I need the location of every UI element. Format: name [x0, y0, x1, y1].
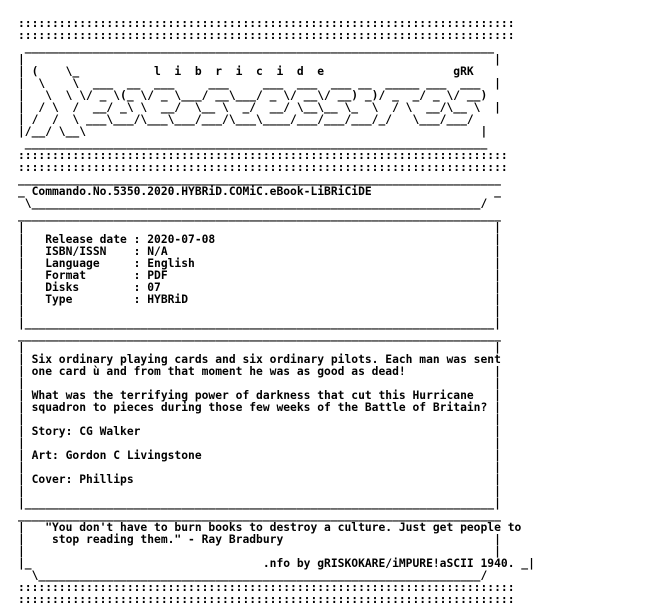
nfo-line: |_____________________________________________________________________|	[18, 317, 501, 330]
nfo-line: _______________________________________________________________________	[18, 173, 501, 186]
nfo-line: ::::::::::::::::::::::::::::::::::::::::::::::::::::::::::::::::::::::::	[18, 149, 508, 162]
nfo-line: | / / \ ___\___/\___\___/___/\___\____/___/___/___/_/ \___/___/	[18, 113, 488, 126]
nfo-line: :::::::::::::::::::::::::::::::::::::::::::::::::::::::::::::::::::::::::	[18, 581, 515, 594]
nfo-line: | ISBN/ISSN : N/A |	[18, 245, 501, 258]
nfo-line: | |	[18, 53, 501, 66]
nfo-line: | Six ordinary playing cards and six ordinary pilots. Each man was sent	[18, 353, 501, 366]
nfo-line: _______________________________________________________________________	[18, 509, 501, 522]
nfo-line: | Type : HYBRiD |	[18, 293, 501, 306]
nfo-line: | |	[18, 437, 501, 450]
nfo-line: | Cover: Phillips |	[18, 473, 501, 486]
nfo-line: :::::::::::::::::::::::::::::::::::::::::::::::::::::::::::::::::::::::::	[18, 593, 515, 606]
nfo-line: | |	[18, 413, 501, 426]
nfo-line: | "You don't have to burn books to destroy a culture. Just get people to	[18, 521, 522, 534]
nfo-line: | stop reading them." - Ray Bradbury |	[18, 533, 501, 546]
nfo-line: |_ .nfo by gRISKOKARE/iMPURE!aSCII 1940. _|	[18, 557, 535, 570]
nfo-text	[18, 18, 535, 606]
nfo-line: | |	[18, 485, 501, 498]
nfo-line: | \ \ ___ __ ___ ___ ___ ___ ___ __ _____ ___ ___ |	[18, 77, 501, 90]
nfo-line: ::::::::::::::::::::::::::::::::::::::::::::::::::::::::::::::::::::::::	[18, 161, 508, 174]
nfo-line: | |	[18, 461, 501, 474]
nfo-line: | one card ù and from that moment he was as good as dead! |	[18, 365, 501, 378]
nfo-line: | Release date : 2020-07-08 |	[18, 233, 501, 246]
nfo-line: | What was the terrifying power of darkness that cut this Hurricane |	[18, 389, 501, 402]
nfo-line: :::::::::::::::::::::::::::::::::::::::::::::::::::::::::::::::::::::::::	[18, 29, 515, 42]
nfo-line: |_____________________________________________________________________|	[18, 497, 501, 510]
nfo-line: _ Commando.No.5350.2020.HYBRiD.COMiC.eBook-LiBRiCiDE _	[18, 185, 501, 198]
nfo-line: \_________________________________________________________________/	[18, 569, 501, 582]
nfo-line: _______________________________________________________________________	[18, 209, 501, 222]
nfo-line: | Disks : 07 |	[18, 281, 501, 294]
nfo-line: | squadron to pieces during those few weeks of the Battle of Britain? |	[18, 401, 501, 414]
nfo-line: ____________________________________________________________________	[18, 137, 495, 150]
nfo-line: | |	[18, 377, 501, 390]
nfo-line: | / \ / __/ _\ \ __/ \__ \ _/ __/ \__\__ \_ \ / \ __/\__ \ |	[18, 101, 501, 114]
nfo-line: | |	[18, 545, 501, 558]
nfo-line: | |	[18, 341, 501, 354]
nfo-line: | Story: CG Walker |	[18, 425, 501, 438]
nfo-line: | Format : PDF |	[18, 269, 501, 282]
nfo-line: |/__/ \__\ |	[18, 125, 488, 138]
nfo-line: \__________________________________________________________________/	[18, 197, 495, 210]
nfo-line: | \ \ \/ _ \(_ \/ _ \___/ __\___/ _ \/ __\/ __) _)/ _ _/ _ \/ __)	[18, 89, 495, 102]
nfo-line: _____________________________________________________________________	[18, 41, 501, 54]
nfo-line: | ( \_ l i b r i c i d e gRK	[18, 65, 488, 78]
nfo-line: | |	[18, 221, 501, 234]
nfo-line: _______________________________________________________________________	[18, 329, 501, 342]
nfo-line: | |	[18, 305, 501, 318]
nfo-line: :::::::::::::::::::::::::::::::::::::::::::::::::::::::::::::::::::::::::	[18, 17, 515, 30]
nfo-line: | Art: Gordon C Livingstone |	[18, 449, 501, 462]
nfo-line: | Language : English |	[18, 257, 501, 270]
